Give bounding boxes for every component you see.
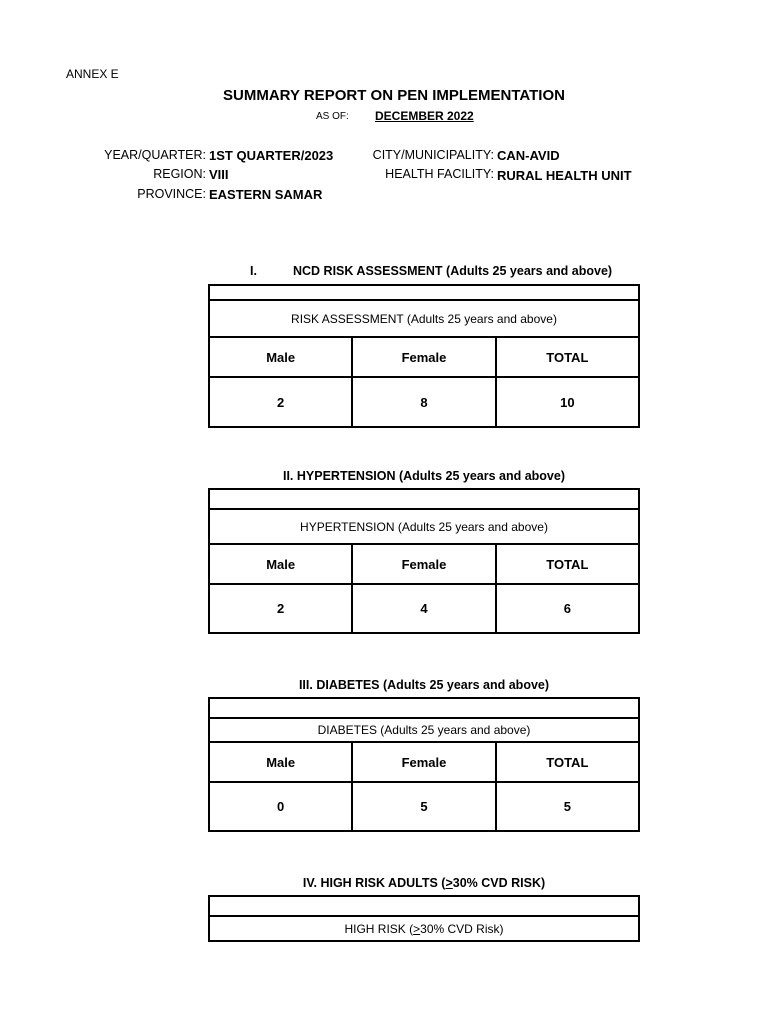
header-male: Male — [209, 337, 352, 377]
section-1-title: NCD RISK ASSESSMENT (Adults 25 years and above) — [293, 264, 613, 278]
year-quarter-value: 1ST QUARTER/2023 — [209, 148, 334, 163]
diabetes-caption: DIABETES (Adults 25 years and above) — [209, 718, 639, 742]
year-quarter-label: YEAR/QUARTER: — [104, 148, 206, 162]
facility-label: HEALTH FACILITY: — [385, 167, 494, 181]
section-3-title: III. DIABETES (Adults 25 years and above) — [298, 678, 550, 692]
table-spacer-row — [209, 698, 639, 718]
ge-symbol: > — [413, 921, 421, 936]
ncd-caption: RISK ASSESSMENT (Adults 25 years and above) — [209, 300, 639, 337]
header-female: Female — [352, 544, 495, 584]
hypertension-total-value: 6 — [496, 584, 639, 633]
high-risk-caption — [209, 916, 639, 941]
table-spacer-row — [209, 285, 639, 300]
ncd-table — [208, 284, 640, 428]
city-label: CITY/MUNICIPALITY: — [372, 148, 494, 162]
facility-value: RURAL HEALTH UNIT — [497, 168, 632, 183]
table-spacer-row — [209, 489, 639, 509]
table-spacer-row — [209, 896, 639, 916]
header-total: TOTAL — [496, 337, 639, 377]
header-total: TOTAL — [496, 742, 639, 782]
section-1-numeral: I. — [250, 264, 257, 278]
diabetes-total-value: 5 — [496, 782, 639, 831]
diabetes-male-value: 0 — [209, 782, 352, 831]
header-female: Female — [352, 742, 495, 782]
section-2-title: II. HYPERTENSION (Adults 25 years and above) — [282, 469, 566, 483]
section-4-title — [0, 876, 768, 890]
diabetes-female-value: 5 — [352, 782, 495, 831]
city-value: CAN-AVID — [497, 148, 560, 163]
region-value: VIII — [209, 167, 229, 182]
ncd-male-value: 2 — [209, 377, 352, 427]
province-value: EASTERN SAMAR — [209, 187, 323, 202]
hypertension-female-value: 4 — [352, 584, 495, 633]
high-risk-caption-suffix: 30% CVD Risk) — [420, 921, 504, 936]
hypertension-table — [208, 488, 640, 634]
header-male: Male — [209, 742, 352, 782]
ge-symbol: > — [445, 876, 453, 890]
hypertension-male-value: 2 — [209, 584, 352, 633]
section-4-title-prefix: IV. HIGH RISK ADULTS ( — [302, 876, 446, 890]
header-female: Female — [352, 337, 495, 377]
high-risk-table — [208, 895, 640, 942]
diabetes-table — [208, 697, 640, 832]
ncd-total-value: 10 — [496, 377, 639, 427]
ncd-female-value: 8 — [352, 377, 495, 427]
header-male: Male — [209, 544, 352, 584]
section-4-title-suffix: 30% CVD RISK) — [452, 876, 546, 890]
as-of-label: AS OF: — [316, 111, 349, 122]
region-label: REGION: — [153, 167, 206, 181]
hypertension-caption: HYPERTENSION (Adults 25 years and above) — [209, 509, 639, 544]
province-label: PROVINCE: — [137, 187, 206, 201]
high-risk-caption-prefix: HIGH RISK ( — [344, 921, 414, 936]
page-title: SUMMARY REPORT ON PEN IMPLEMENTATION — [223, 87, 565, 104]
as-of-value: DECEMBER 2022 — [375, 109, 474, 123]
header-total: TOTAL — [496, 544, 639, 584]
annex-label: ANNEX E — [66, 67, 119, 81]
